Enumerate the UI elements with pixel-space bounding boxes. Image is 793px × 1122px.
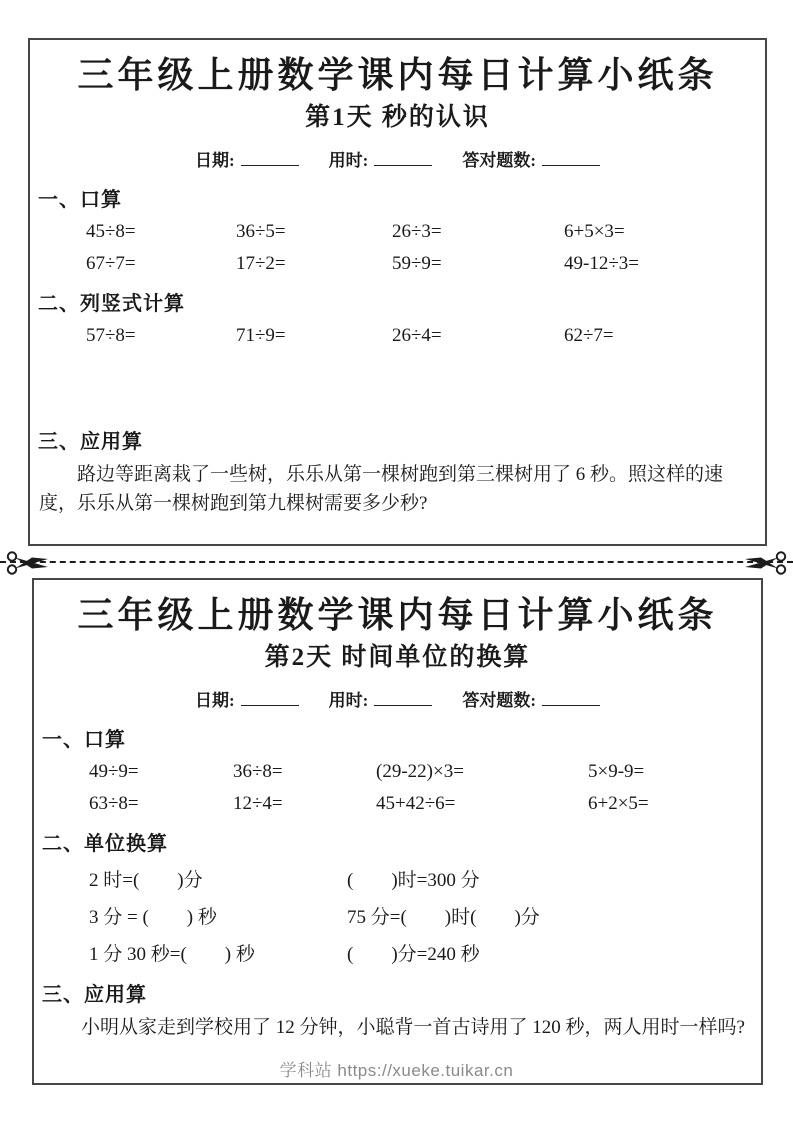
math-problem: 59÷9= xyxy=(392,253,442,274)
word-problem-text: 路边等距离栽了一些树，乐乐从第一棵树跑到第三棵树用了 6 秒。照这样的速度，乐乐从第一棵树跑到第九棵树需要多少秒? xyxy=(39,464,724,514)
date-field xyxy=(195,686,299,711)
date-blank-line xyxy=(241,152,299,166)
math-problem: 36÷5= xyxy=(236,221,286,242)
oral-calc-grid xyxy=(30,221,765,275)
math-problem: 45÷8= xyxy=(86,221,136,242)
math-problem: 49÷9= xyxy=(89,761,139,782)
math-problem: 26÷3= xyxy=(392,221,442,242)
math-problem: (29-22)×3= xyxy=(376,761,464,782)
time-label: 用时: xyxy=(328,691,369,710)
scissors-icon xyxy=(739,550,787,576)
math-problem: 57÷8= xyxy=(86,325,136,346)
math-problem: 6+5×3= xyxy=(564,221,625,242)
score-blank-line xyxy=(542,152,600,166)
time-blank-line xyxy=(374,692,432,706)
cut-line xyxy=(0,548,793,578)
date-blank-line xyxy=(241,692,299,706)
section-label-oral-calc: 一、口算 xyxy=(38,189,122,211)
time-blank-line xyxy=(374,152,432,166)
math-problem: 62÷7= xyxy=(564,325,614,346)
math-problem: 17÷2= xyxy=(236,253,286,274)
section-label-column-calc: 二、列竖式计算 xyxy=(38,293,185,315)
time-field xyxy=(329,686,433,711)
math-problem: 63÷8= xyxy=(89,793,139,814)
meta-row xyxy=(34,686,761,711)
date-field xyxy=(195,146,299,171)
unit-conversion-grid xyxy=(34,865,761,966)
score-label: 答对题数: xyxy=(462,151,536,170)
math-problem: 36÷8= xyxy=(233,761,283,782)
conversion-problem: 75 分=( )时( )分 xyxy=(347,907,540,928)
conversion-problem: ( )分=240 秒 xyxy=(347,944,480,965)
section-label-word-problem: 三、应用算 xyxy=(42,984,147,1006)
section-label-word-problem: 三、应用算 xyxy=(38,431,143,453)
math-problem: 71÷9= xyxy=(236,325,286,346)
conversion-problem: 1 分 30 秒=( ) 秒 xyxy=(89,944,255,965)
site-watermark: 学科站 https://xueke.tuikar.cn xyxy=(279,1061,514,1080)
math-problem: 5×9-9= xyxy=(588,761,645,782)
conversion-problem: ( )时=300 分 xyxy=(347,870,480,891)
day1-subtitle: 第1天 秒的认识 xyxy=(305,104,490,131)
meta-row xyxy=(30,146,765,171)
section-label-oral-calc: 一、口算 xyxy=(42,729,126,751)
scissors-icon xyxy=(6,550,54,576)
score-field xyxy=(462,686,600,711)
oral-calc-grid xyxy=(34,761,761,815)
dashed-cut-line xyxy=(0,561,793,563)
time-label: 用时: xyxy=(328,151,369,170)
day2-subtitle: 第2天 时间单位的换算 xyxy=(264,644,531,671)
score-label: 答对题数: xyxy=(462,691,536,710)
conversion-problem: 3 分 = ( ) 秒 xyxy=(89,907,217,928)
section-label-unit-conversion: 二、单位换算 xyxy=(42,833,168,855)
math-problem: 12÷4= xyxy=(233,793,283,814)
date-label: 日期: xyxy=(194,691,235,710)
time-field xyxy=(329,146,433,171)
score-field xyxy=(462,146,600,171)
worksheet-slip-day2 xyxy=(32,578,763,1085)
worksheet-slip-day1 xyxy=(28,38,767,546)
math-problem: 6+2×5= xyxy=(588,793,649,814)
column-calc-grid xyxy=(30,325,765,347)
date-label: 日期: xyxy=(194,151,235,170)
math-problem: 49-12÷3= xyxy=(564,253,639,274)
score-blank-line xyxy=(542,692,600,706)
math-problem: 45+42÷6= xyxy=(376,793,456,814)
worksheet-title: 三年级上册数学课内每日计算小纸条 xyxy=(77,595,718,635)
conversion-problem: 2 时=( )分 xyxy=(89,870,203,891)
word-problem-text: 小明从家走到学校用了 12 分钟，小聪背一首古诗用了 120 秒，两人用时一样吗? xyxy=(81,1017,745,1038)
math-problem: 67÷7= xyxy=(86,253,136,274)
math-problem: 26÷4= xyxy=(392,325,442,346)
worksheet-title: 三年级上册数学课内每日计算小纸条 xyxy=(77,55,718,95)
